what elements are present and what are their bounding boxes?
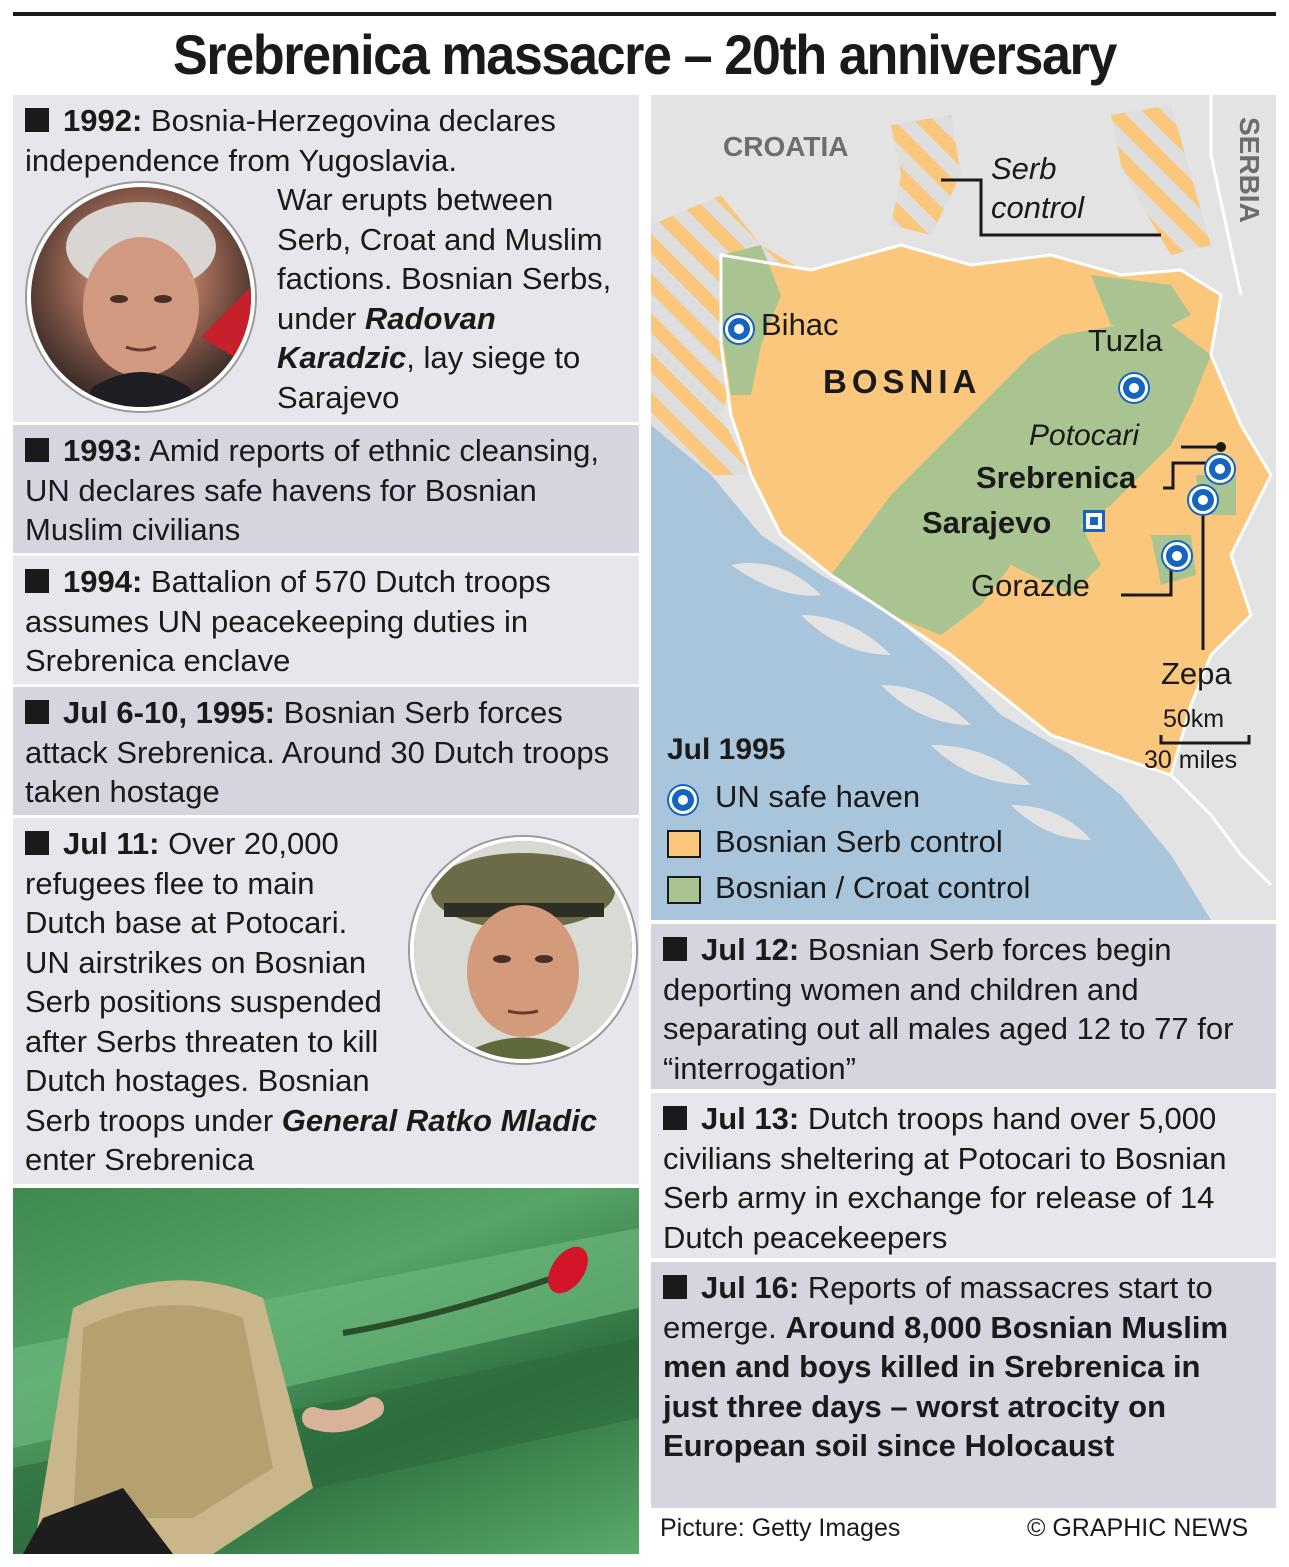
event-highlight: Around 8,000 Bosnian Muslim men and boys killed in Srebrenica in just three days – worst atrocity on European soil since Holocaust [663,1309,1229,1463]
tuzla-haven-icon [1120,374,1148,402]
map-legend [663,733,1103,913]
bullet-square [25,108,49,132]
event-1992-line1 [25,101,627,180]
map [651,95,1276,920]
event-date: 1992: [63,103,143,138]
legend-haven-icon [669,786,697,814]
event-1992-detail [277,180,627,417]
page-title: Srebrenica massacre – 20th anniversary [173,23,1116,86]
event-1994 [13,556,639,684]
event-date: 1994: [63,564,143,599]
event-text: War erupts between Serb, Croat and Muslim factions. Bosnian Serbs, under [277,182,612,336]
event-text: enter Srebrenica [25,1142,255,1177]
bihac-haven-icon [725,315,753,343]
event-date: Jul 6-10, 1995: [63,695,275,730]
croatia-label: CROATIA [723,131,849,162]
person-name: General Ratko Mladic [281,1102,598,1138]
mladic-portrait [410,837,636,1063]
legend-title: Jul 1995 [667,733,786,766]
serb-control-label: Serb control [991,151,1085,225]
gorazde-label: Gorazde [971,568,1090,603]
person-name: Radovan Karadzic [277,300,496,375]
photo-illustration [13,1188,639,1554]
memorial-photo [13,1188,639,1554]
srebrenica-label: Srebrenica [976,460,1137,495]
event-text: Bosnia-Herzegovina declares independence from Yugoslavia. [25,103,556,178]
event-text: Amid reports of ethnic cleansing, UN declares safe havens for Bosnian Muslim civilians [25,433,599,547]
event-text: , lay siege to Sarajevo [277,340,581,415]
tuzla-label: Tuzla [1088,323,1163,358]
zepa-label: Zepa [1161,656,1232,691]
event-text: Battalion of 570 Dutch troops assumes UN peacekeeping duties in Srebrenica enclave [25,564,551,678]
bullet-square [25,831,49,855]
srebrenica-haven-icon [1206,455,1234,483]
graphic-credit: © GRAPHIC NEWS [1027,1514,1249,1542]
event-text: Over 20,000 refugees flee to main Dutch base at Potocari. UN airstrikes on Bosnian Serb positions suspended after Serbs threaten to kill Dutch hostages. Bosnian Serb troops under [25,826,382,1138]
event-jul13 [651,1093,1276,1258]
event-1993 [13,425,639,553]
legend-croat-label: Bosnian / Croat control [715,870,1031,905]
top-rule [13,12,1276,16]
zepa-haven-icon [1189,486,1217,514]
scale-miles-label: 30 miles [1144,746,1238,774]
capital-inner [1090,517,1098,525]
island [801,615,891,655]
legend-croat-swatch [667,876,701,904]
bullet-square [663,1106,687,1130]
event-text: Bosnian Serb forces begin deporting women and children and separating out all males aged 12 to 77 for “interrogation” [663,932,1234,1086]
legend-serb-label: Bosnian Serb control [715,824,1003,859]
event-text: Bosnian Serb forces attack Srebrenica. Around 30 Dutch troops taken hostage [25,695,610,809]
event-text: Dutch troops hand over 5,000 civilians sheltering at Potocari to Bosnian Serb army in exchange for release of 14 Dutch peacekeepers [663,1101,1227,1255]
sarajevo-capital-icon [1083,510,1105,532]
event-jul12 [651,924,1276,1089]
sarajevo-label: Sarajevo [922,505,1052,540]
portrait-illustration [31,187,251,407]
bullet-square [25,438,49,462]
picture-credit: Picture: Getty Images [660,1514,901,1542]
bihac-label: Bihac [761,307,839,342]
bullet-square [25,700,49,724]
scale-km-label: 50km [1163,705,1225,733]
legend-haven-label: UN safe haven [715,779,921,814]
event-date: Jul 16: [701,1270,800,1305]
bosnia-label: BOSNIA [823,363,982,400]
event-date: Jul 12: [701,932,800,967]
potocari-dot [1216,442,1226,452]
island [881,685,971,725]
event-jul6-10 [13,687,639,815]
portrait-illustration [414,841,632,1059]
gorazde-haven-icon [1163,542,1191,570]
event-jul16 [651,1262,1276,1508]
bullet-square [25,569,49,593]
event-date: 1993: [63,433,143,468]
bullet-square [663,1275,687,1299]
karadzic-portrait [27,183,255,411]
bullet-square [663,937,687,961]
island [731,563,821,596]
event-text: Reports of massacres start to emerge. [663,1270,1213,1345]
potocari-label: Potocari [1029,419,1140,452]
event-date: Jul 11: [63,826,160,861]
serbia-label: SERBIA [1234,117,1265,223]
event-date: Jul 13: [701,1101,800,1136]
legend-serb-swatch [667,830,701,858]
